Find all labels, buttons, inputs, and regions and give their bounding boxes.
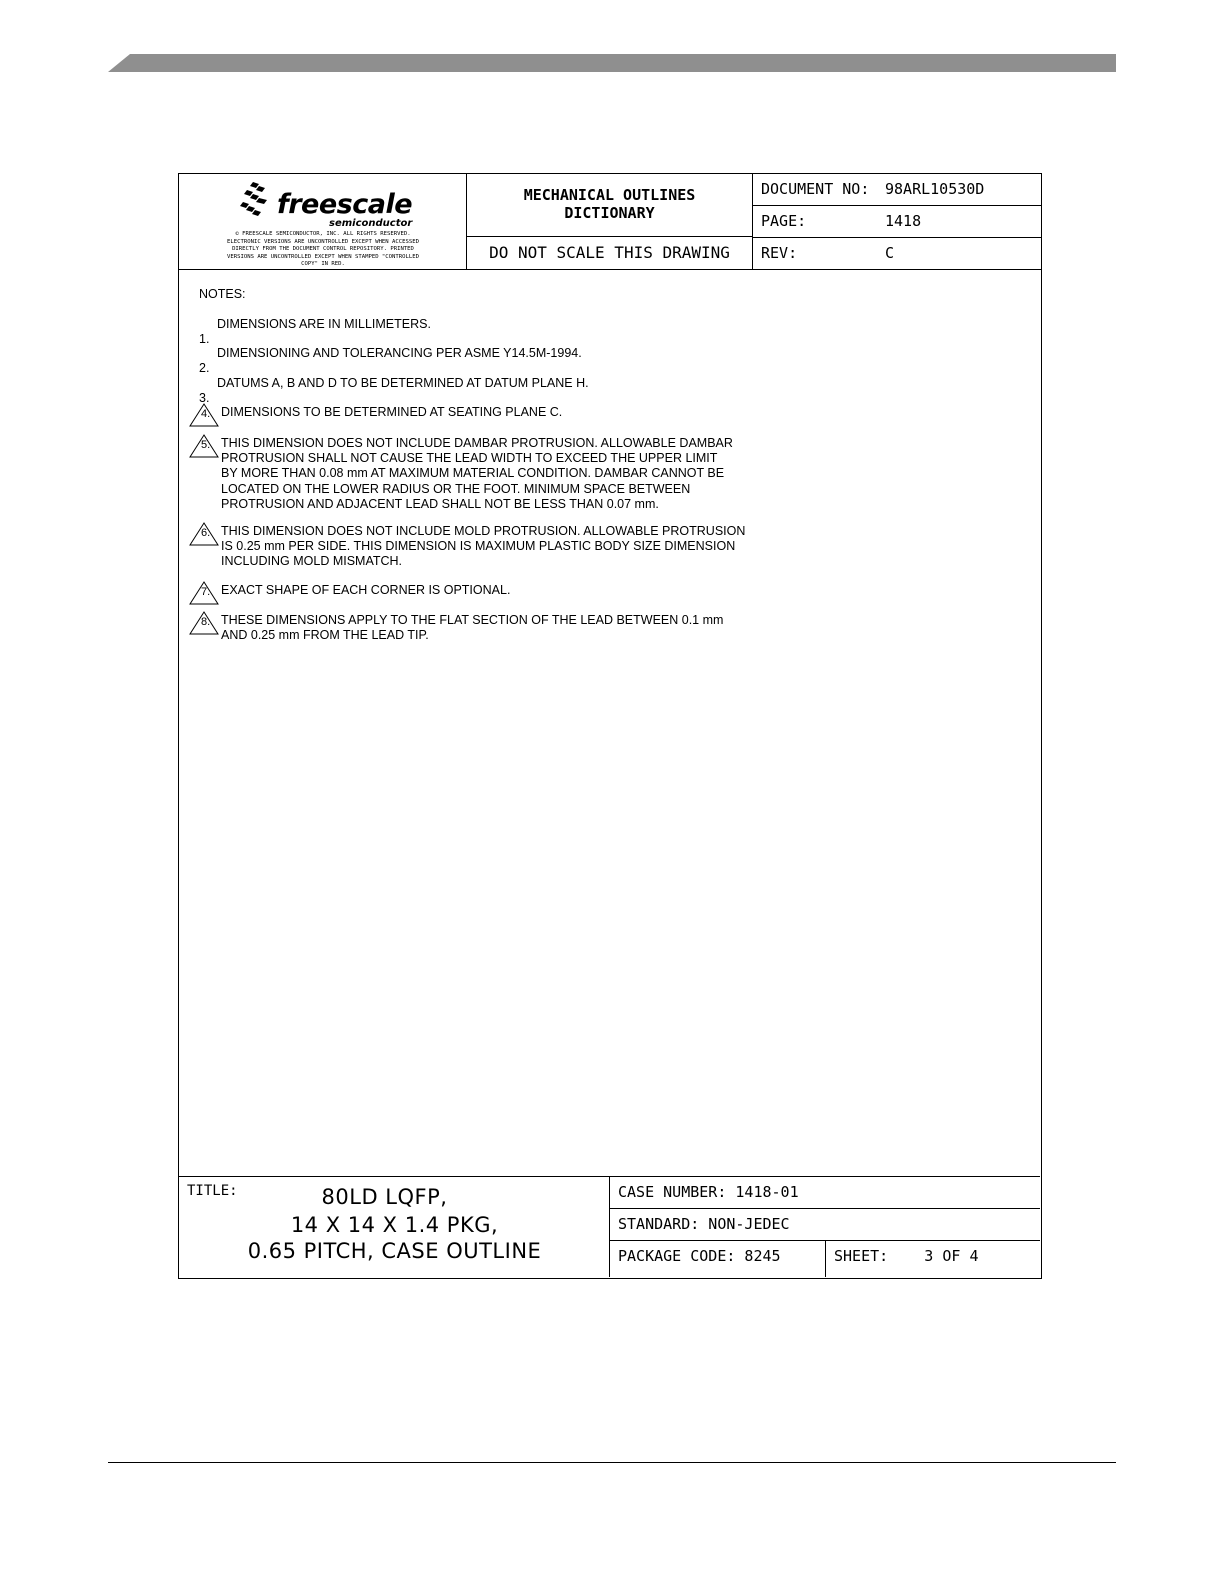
note-number: 1. <box>199 332 210 347</box>
freescale-logo-icon <box>239 180 279 220</box>
note-text: DIMENSIONS ARE IN MILLIMETERS. <box>217 317 431 331</box>
package-code-row <box>610 1241 1040 1277</box>
package-code: PACKAGE CODE: 8245 <box>618 1247 781 1265</box>
notes-heading: NOTES: <box>199 287 246 301</box>
no-scale-notice: DO NOT SCALE THIS DRAWING <box>467 237 753 270</box>
copyright-notice: © FREESCALE SEMICONDUCTOR, INC. ALL RIGHTS RESERVED. ELECTRONIC VERSIONS ARE UNCONTROLLED EXCEPT WHEN ACCESSED DIRECTLY FROM THE DOCUMENT CONTROL REPOSITORY. PRINTED VERSIONS ARE UNCONTROLLED EXCEPT WHEN STAMPED "CONTROLLED COPY" IN RED. <box>227 231 419 267</box>
page-value: 1418 <box>885 212 922 230</box>
note-text: EXACT SHAPE OF EACH CORNER IS OPTIONAL. <box>221 583 511 597</box>
note-text: THESE DIMENSIONS APPLY TO THE FLAT SECTION OF THE LEAD BETWEEN 0.1 mm AND 0.25 mm FROM THE LEAD TIP. <box>221 613 724 643</box>
title-line2: 14 X 14 X 1.4 PKG, <box>290 1213 499 1237</box>
note-number: 7. <box>201 586 211 598</box>
document-number-value: 98ARL10530D <box>885 180 985 198</box>
header-bar <box>108 54 1116 72</box>
drawing-frame <box>178 173 1042 1279</box>
revision-cell <box>753 238 1041 270</box>
note-number: 4. <box>201 408 211 420</box>
title-line3: 0.65 PITCH, CASE OUTLINE <box>247 1239 542 1263</box>
note-text: THIS DIMENSION DOES NOT INCLUDE DAMBAR PROTRUSION. ALLOWABLE DAMBAR PROTRUSION SHALL NOT CAUSE THE LEAD WIDTH TO EXCEED THE UPPER LIMIT BY MORE THAN 0.08 mm AT MAXIMUM MATERIAL CONDITION. DAMBAR CANNOT BE LOCATED ON THE LOWER RADIUS OR THE FOOT. MINIMUM SPACE BETWEEN PROTRUSION AND ADJACENT LEAD SHALL NOT BE LESS THAN 0.07 mm. <box>221 436 733 511</box>
note-text: DIMENSIONS TO BE DETERMINED AT SEATING PLANE C. <box>221 405 563 419</box>
title-cell <box>179 1177 610 1277</box>
title-block <box>179 1176 1040 1277</box>
brand-subtitle: semiconductor <box>329 218 413 229</box>
footer-rule <box>108 1462 1116 1463</box>
revision-label: REV: <box>761 244 798 262</box>
note-number: 6. <box>201 527 211 539</box>
standard: STANDARD: NON-JEDEC <box>610 1209 1040 1241</box>
note-number: 8. <box>201 616 211 628</box>
sheet-number: SHEET: 3 OF 4 <box>825 1241 1040 1277</box>
document-number-cell <box>753 174 1041 206</box>
note-number: 5. <box>201 439 211 451</box>
title-line1: 80LD LQFP, <box>321 1185 448 1209</box>
note-text: DIMENSIONING AND TOLERANCING PER ASME Y14.5M-1994. <box>217 346 582 360</box>
note-text: DATUMS A, B AND D TO BE DETERMINED AT DATUM PLANE H. <box>217 376 589 390</box>
revision-value: C <box>885 244 895 262</box>
page-cell <box>753 206 1041 238</box>
title-label: TITLE: <box>187 1183 238 1199</box>
document-number-label: DOCUMENT NO: <box>761 180 870 198</box>
note-text: THIS DIMENSION DOES NOT INCLUDE MOLD PROTRUSION. ALLOWABLE PROTRUSION IS 0.25 mm PER SIDE. THIS DIMENSION IS MAXIMUM PLASTIC BODY SIZE DIMENSION INCLUDING MOLD MISMATCH. <box>221 524 746 569</box>
note-number: 2. <box>199 361 210 376</box>
brand-wordmark: freescale <box>277 189 413 220</box>
case-number: CASE NUMBER: 1418-01 <box>610 1177 1040 1209</box>
document-title-line2: DICTIONARY <box>564 204 655 222</box>
document-title-line1: MECHANICAL OUTLINES <box>523 186 696 204</box>
page-label: PAGE: <box>761 212 807 230</box>
logo-cell <box>179 174 467 270</box>
document-title-cell <box>467 174 753 237</box>
note-number: 3. <box>199 391 210 406</box>
